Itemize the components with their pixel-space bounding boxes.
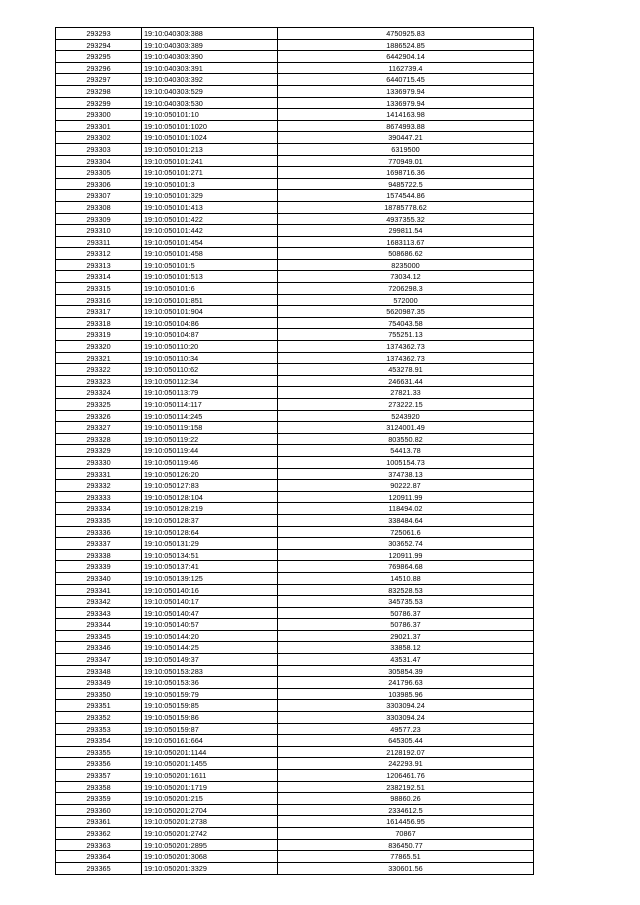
cadastral-number-cell: 19:10:050101:6 [142, 283, 278, 294]
cadastral-number-cell: 19:10:040303:530 [142, 98, 278, 109]
table-row [56, 98, 533, 110]
cadastral-number-cell: 19:10:050101:454 [142, 237, 278, 248]
row-number-cell: 293326 [56, 411, 142, 422]
value-cell: 1886524.85 [386, 40, 425, 50]
row-number-cell: 293349 [56, 677, 142, 688]
row-number-cell: 293334 [56, 503, 142, 514]
table-row [56, 654, 533, 666]
value-cell: 1698716.36 [386, 168, 425, 178]
cadastral-number-cell: 19:10:050159:87 [142, 724, 278, 735]
cadastral-number-cell: 19:10:050101:241 [142, 156, 278, 167]
cadastral-number-cell: 19:10:050110:20 [142, 341, 278, 352]
value-cell: 803550.82 [388, 434, 423, 444]
value-cell: 338484.64 [388, 515, 423, 525]
cadastral-number-cell: 19:10:050101:458 [142, 248, 278, 259]
cadastral-number-cell: 19:10:040303:391 [142, 63, 278, 74]
table-row [56, 689, 533, 701]
row-number-cell: 293358 [56, 782, 142, 793]
value-cell: 5243920 [391, 411, 420, 421]
cadastral-number-cell: 19:10:050128:64 [142, 527, 278, 538]
value-cell: 836450.77 [388, 840, 423, 850]
cadastral-number-cell: 19:10:050144:20 [142, 631, 278, 642]
row-number-cell: 293342 [56, 596, 142, 607]
value-cell: 50786.37 [390, 620, 421, 630]
cadastral-number-cell: 19:10:050114:245 [142, 411, 278, 422]
row-number-cell: 293317 [56, 306, 142, 317]
cadastral-number-cell: 19:10:050101:3 [142, 179, 278, 190]
table-row [56, 642, 533, 654]
row-number-cell: 293307 [56, 190, 142, 201]
row-number-cell: 293345 [56, 631, 142, 642]
cadastral-number-cell: 19:10:050110:62 [142, 364, 278, 375]
value-cell: 54413.78 [390, 446, 421, 456]
cadastral-number-cell: 19:10:050159:79 [142, 689, 278, 700]
table-row [56, 283, 533, 295]
cadastral-number-cell: 19:10:050159:86 [142, 712, 278, 723]
value-cell: 4937355.32 [386, 214, 425, 224]
cadastral-number-cell: 19:10:050201:2738 [142, 816, 278, 827]
cadastral-number-cell: 19:10:040303:388 [142, 28, 278, 39]
row-number-cell: 293308 [56, 202, 142, 213]
cadastral-number-cell: 19:10:050128:104 [142, 492, 278, 503]
row-number-cell: 293301 [56, 121, 142, 132]
cadastral-number-cell: 19:10:050201:1455 [142, 758, 278, 769]
row-number-cell: 293337 [56, 538, 142, 549]
table-row [56, 631, 533, 643]
table-row [56, 492, 533, 504]
table-row [56, 318, 533, 330]
data-table [55, 27, 534, 875]
table-row [56, 561, 533, 573]
row-number-cell: 293348 [56, 666, 142, 677]
row-number-cell: 293311 [56, 237, 142, 248]
table-row [56, 828, 533, 840]
table-row [56, 341, 533, 353]
cadastral-number-cell: 19:10:050201:1611 [142, 770, 278, 781]
value-cell: 645305.44 [388, 736, 423, 746]
cadastral-number-cell: 19:10:050112:34 [142, 376, 278, 387]
row-number-cell: 293362 [56, 828, 142, 839]
row-number-cell: 293360 [56, 805, 142, 816]
table-row [56, 156, 533, 168]
table-row [56, 793, 533, 805]
table-row [56, 608, 533, 620]
row-number-cell: 293294 [56, 40, 142, 51]
row-number-cell: 293296 [56, 63, 142, 74]
table-row [56, 782, 533, 794]
table-row [56, 457, 533, 469]
row-number-cell: 293325 [56, 399, 142, 410]
table-row [56, 248, 533, 260]
cadastral-number-cell: 19:10:050201:1719 [142, 782, 278, 793]
cadastral-number-cell: 19:10:050201:215 [142, 793, 278, 804]
value-cell: 6442904.14 [386, 52, 425, 62]
row-number-cell: 293304 [56, 156, 142, 167]
cadastral-number-cell: 19:10:050140:57 [142, 619, 278, 630]
cadastral-number-cell: 19:10:050139:125 [142, 573, 278, 584]
table-row [56, 515, 533, 527]
cadastral-number-cell: 19:10:050110:34 [142, 353, 278, 364]
row-number-cell: 293335 [56, 515, 142, 526]
row-number-cell: 293324 [56, 387, 142, 398]
value-cell: 2382192.51 [386, 782, 425, 792]
row-number-cell: 293298 [56, 86, 142, 97]
row-number-cell: 293321 [56, 353, 142, 364]
cadastral-number-cell: 19:10:050159:85 [142, 700, 278, 711]
row-number-cell: 293336 [56, 527, 142, 538]
value-cell: 6440715.45 [386, 75, 425, 85]
table-row [56, 411, 533, 423]
table-row [56, 619, 533, 631]
value-cell: 246631.44 [388, 376, 423, 386]
value-cell: 120911.99 [388, 492, 423, 502]
value-cell: 118494.02 [388, 504, 423, 514]
row-number-cell: 293314 [56, 271, 142, 282]
table-row [56, 28, 533, 40]
value-cell: 103985.96 [388, 689, 423, 699]
row-number-cell: 293328 [56, 434, 142, 445]
row-number-cell: 293356 [56, 758, 142, 769]
table-row [56, 399, 533, 411]
cadastral-number-cell: 19:10:050119:22 [142, 434, 278, 445]
table-row [56, 237, 533, 249]
value-cell: 769864.68 [388, 562, 423, 572]
cadastral-number-cell: 19:10:050119:46 [142, 457, 278, 468]
value-cell: 49577.23 [390, 724, 421, 734]
row-number-cell: 293332 [56, 480, 142, 491]
value-cell: 70867 [395, 828, 416, 838]
value-cell: 8674993.88 [386, 121, 425, 131]
cadastral-number-cell: 19:10:050201:3329 [142, 863, 278, 875]
cadastral-number-cell: 19:10:050119:158 [142, 422, 278, 433]
cadastral-number-cell: 19:10:050113:79 [142, 387, 278, 398]
cadastral-number-cell: 19:10:050128:219 [142, 503, 278, 514]
cadastral-number-cell: 19:10:050101:213 [142, 144, 278, 155]
row-number-cell: 293293 [56, 28, 142, 39]
value-cell: 29021.37 [390, 631, 421, 641]
value-cell: 27821.33 [390, 388, 421, 398]
value-cell: 43531.47 [390, 655, 421, 665]
table-row [56, 306, 533, 318]
table-row [56, 538, 533, 550]
table-row [56, 179, 533, 191]
table-row [56, 225, 533, 237]
row-number-cell: 293315 [56, 283, 142, 294]
table-row [56, 74, 533, 86]
row-number-cell: 293302 [56, 132, 142, 143]
table-row [56, 40, 533, 52]
row-number-cell: 293359 [56, 793, 142, 804]
table-row [56, 596, 533, 608]
row-number-cell: 293320 [56, 341, 142, 352]
cadastral-number-cell: 19:10:050153:36 [142, 677, 278, 688]
row-number-cell: 293354 [56, 735, 142, 746]
table-row [56, 840, 533, 852]
value-cell: 273222.15 [388, 400, 423, 409]
table-row [56, 550, 533, 562]
value-cell: 8235000 [391, 260, 420, 270]
value-cell: 303652.74 [388, 539, 423, 549]
value-cell: 2334612.5 [388, 805, 423, 815]
value-cell: 330601.56 [388, 863, 423, 873]
table-row [56, 724, 533, 736]
cadastral-number-cell: 19:10:050101:10 [142, 109, 278, 120]
table-row [56, 573, 533, 585]
cadastral-number-cell: 19:10:050201:3068 [142, 851, 278, 862]
row-number-cell: 293363 [56, 840, 142, 851]
row-number-cell: 293312 [56, 248, 142, 259]
row-number-cell: 293365 [56, 863, 142, 875]
table-row [56, 735, 533, 747]
row-number-cell: 293331 [56, 469, 142, 480]
value-cell: 1414163.98 [386, 110, 425, 120]
table-row [56, 63, 533, 75]
row-number-cell: 293305 [56, 167, 142, 178]
cadastral-number-cell: 19:10:050126:20 [142, 469, 278, 480]
table-row [56, 364, 533, 376]
value-cell: 1206461.76 [386, 771, 425, 780]
value-cell: 242293.91 [388, 759, 423, 769]
cadastral-number-cell: 19:10:050201:2895 [142, 840, 278, 851]
cadastral-number-cell: 19:10:050101:329 [142, 190, 278, 201]
value-cell: 725061.6 [390, 527, 421, 537]
cadastral-number-cell: 19:10:050104:87 [142, 329, 278, 340]
row-number-cell: 293303 [56, 144, 142, 155]
cadastral-number-cell: 19:10:050101:513 [142, 271, 278, 282]
table-row [56, 758, 533, 770]
cadastral-number-cell: 19:10:050127:83 [142, 480, 278, 491]
row-number-cell: 293339 [56, 561, 142, 572]
cadastral-number-cell: 19:10:050201:2704 [142, 805, 278, 816]
value-cell: 1336979.94 [386, 98, 425, 108]
cadastral-number-cell: 19:10:050144:25 [142, 642, 278, 653]
table-row [56, 585, 533, 597]
table-row [56, 469, 533, 481]
row-number-cell: 293364 [56, 851, 142, 862]
table-row [56, 260, 533, 272]
value-cell: 33858.12 [390, 643, 421, 653]
table-row [56, 851, 533, 863]
value-cell: 90222.87 [390, 481, 421, 491]
table-row [56, 329, 533, 341]
row-number-cell: 293343 [56, 608, 142, 619]
row-number-cell: 293309 [56, 214, 142, 225]
row-number-cell: 293351 [56, 700, 142, 711]
value-cell: 1574544.86 [386, 191, 425, 201]
table-row [56, 480, 533, 492]
row-number-cell: 293297 [56, 74, 142, 85]
cadastral-number-cell: 19:10:050101:442 [142, 225, 278, 236]
table-row [56, 202, 533, 214]
table-row [56, 712, 533, 724]
cadastral-number-cell: 19:10:050128:37 [142, 515, 278, 526]
value-cell: 754043.58 [388, 318, 423, 328]
value-cell: 390447.21 [388, 133, 423, 143]
row-number-cell: 293347 [56, 654, 142, 665]
table-row [56, 677, 533, 689]
value-cell: 453278.91 [388, 365, 423, 375]
cadastral-number-cell: 19:10:050201:1144 [142, 747, 278, 758]
row-number-cell: 293322 [56, 364, 142, 375]
value-cell: 3124001.49 [386, 423, 425, 433]
row-number-cell: 293341 [56, 585, 142, 596]
value-cell: 4750925.83 [386, 29, 425, 38]
row-number-cell: 293355 [56, 747, 142, 758]
value-cell: 2128192.07 [386, 747, 425, 757]
table-row [56, 700, 533, 712]
table-row [56, 190, 533, 202]
row-number-cell: 293313 [56, 260, 142, 271]
value-cell: 299811.54 [388, 226, 423, 236]
value-cell: 18785778.62 [384, 202, 427, 212]
cadastral-number-cell: 19:10:050140:16 [142, 585, 278, 596]
table-row [56, 295, 533, 307]
table-row [56, 132, 533, 144]
value-cell: 98860.26 [390, 794, 421, 804]
value-cell: 7206298.3 [388, 284, 423, 294]
value-cell: 6319500 [391, 144, 420, 154]
row-number-cell: 293346 [56, 642, 142, 653]
table-row [56, 271, 533, 283]
value-cell: 1374362.73 [386, 353, 425, 363]
value-cell: 374738.13 [388, 469, 423, 479]
row-number-cell: 293340 [56, 573, 142, 584]
row-number-cell: 293319 [56, 329, 142, 340]
table-row [56, 214, 533, 226]
cadastral-number-cell: 19:10:050104:86 [142, 318, 278, 329]
value-cell: 508686.62 [388, 249, 423, 259]
cadastral-number-cell: 19:10:050101:5 [142, 260, 278, 271]
value-cell: 305854.39 [388, 666, 423, 676]
value-cell: 77865.51 [390, 852, 421, 862]
row-number-cell: 293316 [56, 295, 142, 306]
cadastral-number-cell: 19:10:050149:37 [142, 654, 278, 665]
cadastral-number-cell: 19:10:040303:390 [142, 51, 278, 62]
table-row [56, 376, 533, 388]
cadastral-number-cell: 19:10:040303:389 [142, 40, 278, 51]
cadastral-number-cell: 19:10:050134:51 [142, 550, 278, 561]
row-number-cell: 293318 [56, 318, 142, 329]
table-row [56, 387, 533, 399]
table-row [56, 434, 533, 446]
table-row [56, 353, 533, 365]
row-number-cell: 293306 [56, 179, 142, 190]
table-row [56, 666, 533, 678]
value-cell: 345735.53 [388, 597, 423, 607]
value-cell: 3303094.24 [386, 713, 425, 723]
table-row [56, 445, 533, 457]
table-row [56, 747, 533, 759]
table-row [56, 527, 533, 539]
cadastral-number-cell: 19:10:050101:904 [142, 306, 278, 317]
row-number-cell: 293327 [56, 422, 142, 433]
table-row [56, 805, 533, 817]
value-cell: 5620987.35 [386, 307, 425, 317]
row-number-cell: 293361 [56, 816, 142, 827]
cadastral-number-cell: 19:10:050114:117 [142, 399, 278, 410]
row-number-cell: 293329 [56, 445, 142, 456]
cadastral-number-cell: 19:10:050140:17 [142, 596, 278, 607]
cadastral-number-cell: 19:10:040303:392 [142, 74, 278, 85]
row-number-cell: 293333 [56, 492, 142, 503]
table-row [56, 863, 533, 875]
row-number-cell: 293357 [56, 770, 142, 781]
value-cell: 9485722.5 [388, 179, 423, 189]
row-number-cell: 293323 [56, 376, 142, 387]
value-cell: 241796.63 [388, 678, 423, 688]
value-cell: 120911.99 [388, 550, 423, 560]
row-number-cell: 293300 [56, 109, 142, 120]
table-row [56, 422, 533, 434]
row-number-cell: 293295 [56, 51, 142, 62]
cadastral-number-cell: 19:10:040303:529 [142, 86, 278, 97]
table-row [56, 167, 533, 179]
cadastral-number-cell: 19:10:050101:422 [142, 214, 278, 225]
value-cell: 755251.13 [388, 330, 423, 340]
value-cell: 1374362.73 [386, 342, 425, 352]
cadastral-number-cell: 19:10:050131:29 [142, 538, 278, 549]
row-number-cell: 293330 [56, 457, 142, 468]
row-number-cell: 293353 [56, 724, 142, 735]
value-cell: 73034.12 [390, 272, 421, 282]
value-cell: 1614456.95 [386, 817, 425, 827]
cadastral-number-cell: 19:10:050101:413 [142, 202, 278, 213]
row-number-cell: 293352 [56, 712, 142, 723]
cadastral-number-cell: 19:10:050137:41 [142, 561, 278, 572]
cadastral-number-cell: 19:10:050101:1020 [142, 121, 278, 132]
value-cell: 1683113.67 [386, 237, 425, 247]
table-row [56, 770, 533, 782]
cadastral-number-cell: 19:10:050119:44 [142, 445, 278, 456]
cadastral-number-cell: 19:10:050161:664 [142, 735, 278, 746]
cadastral-number-cell: 19:10:050101:271 [142, 167, 278, 178]
cadastral-number-cell: 19:10:050101:851 [142, 295, 278, 306]
row-number-cell: 293299 [56, 98, 142, 109]
value-cell: 1005154.73 [386, 457, 425, 467]
table-row [56, 109, 533, 121]
row-number-cell: 293310 [56, 225, 142, 236]
value-cell: 832528.53 [388, 585, 423, 595]
row-number-cell: 293344 [56, 619, 142, 630]
table-row [56, 121, 533, 133]
row-number-cell: 293338 [56, 550, 142, 561]
table-row [56, 144, 533, 156]
value-cell: 1336979.94 [386, 86, 425, 96]
cadastral-number-cell: 19:10:050140:47 [142, 608, 278, 619]
value-cell: 1162739.4 [388, 63, 423, 73]
value-cell: 572000 [393, 295, 418, 305]
table-row [56, 86, 533, 98]
cadastral-number-cell: 19:10:050101:1024 [142, 132, 278, 143]
cadastral-number-cell: 19:10:050153:283 [142, 666, 278, 677]
value-cell: 14510.88 [390, 573, 421, 583]
row-number-cell: 293350 [56, 689, 142, 700]
table-row [56, 816, 533, 828]
value-cell: 770949.01 [388, 156, 423, 166]
table-row [56, 503, 533, 515]
value-cell: 50786.37 [390, 608, 421, 618]
value-cell: 3303094.24 [386, 701, 425, 711]
cadastral-number-cell: 19:10:050201:2742 [142, 828, 278, 839]
table-row [56, 51, 533, 63]
